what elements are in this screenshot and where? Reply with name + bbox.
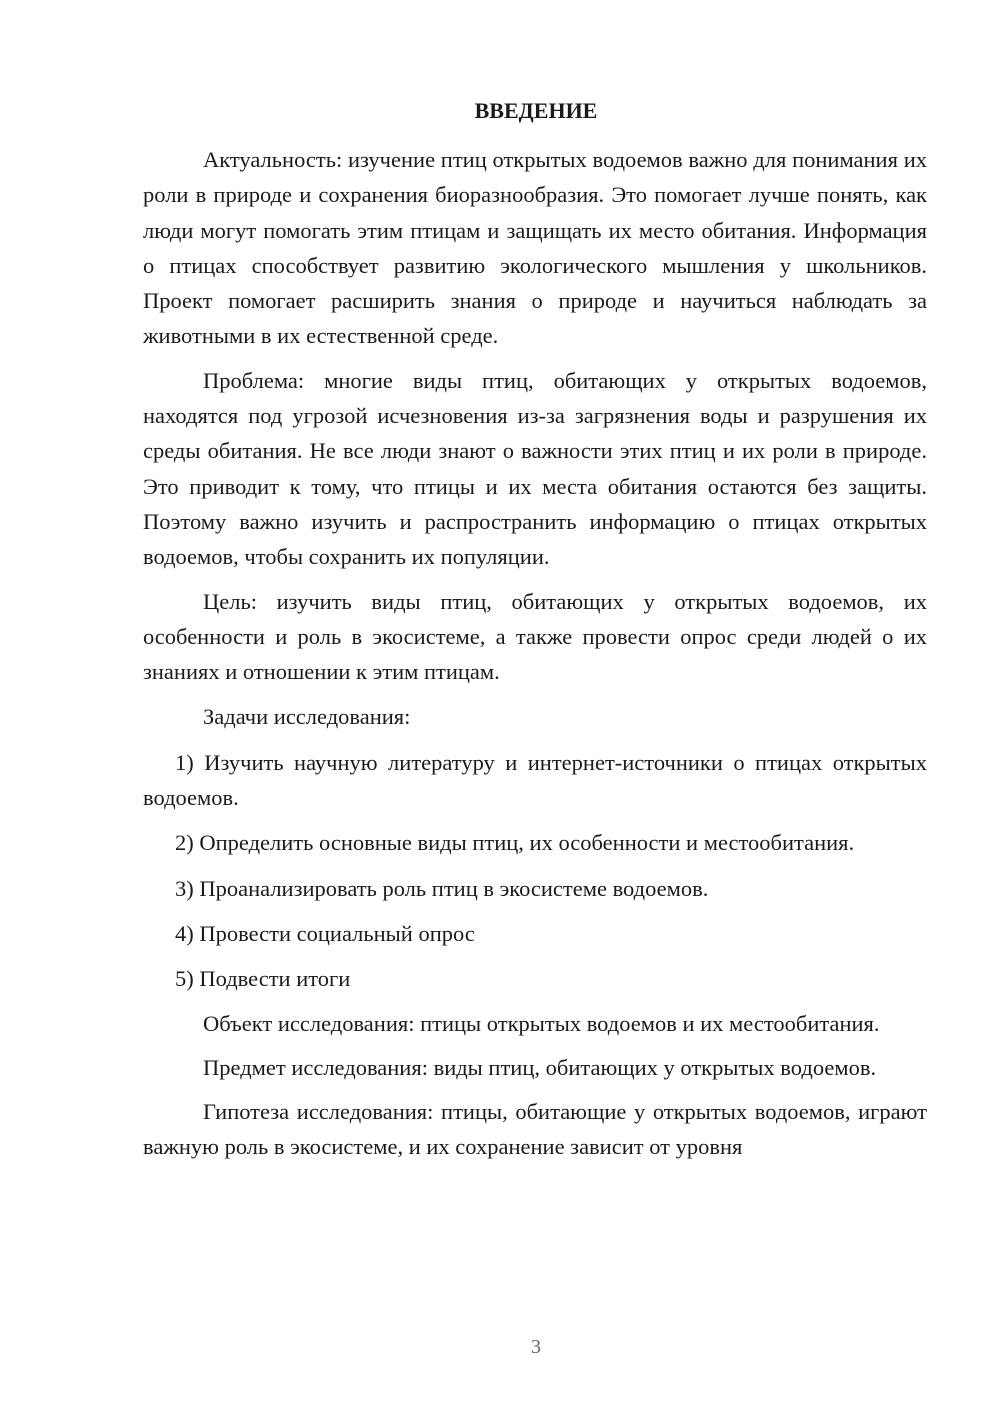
paragraph-subject: Предмет исследования: виды птиц, обитающих у открытых водоемов.	[203, 1054, 877, 1080]
paragraph-problem: Проблема: многие виды птиц, обитающих у открытых водоемов, находятся под угрозой исчезновения из-за загрязнения воды и разрушения их среды обитания. Не все люди знают о важности этих птиц и их роли в природе. Это приводит к тому, что птицы и их места обитания остаются без защиты. Поэтому важно изучить и распространить информацию о птицах открытых водоемов, чтобы сохранить их популяции.	[143, 367, 927, 570]
document-body	[143, 142, 927, 1165]
task-item-5: 5) Подвести итоги	[175, 966, 351, 992]
paragraph-hypothesis: Гипотеза исследования: птицы, обитающие у открытых водоемов, играют важную роль в экосистеме, и их сохранение зависит от уровня	[143, 1099, 927, 1160]
page-title: ВВЕДЕНИЕ	[474, 98, 598, 123]
paragraph-object: Объект исследования: птицы открытых водоемов и их местообитания.	[203, 1010, 880, 1036]
task-item-3: 3) Проанализировать роль птиц в экосистеме водоемов.	[175, 875, 709, 901]
paragraph-relevance: Актуальность: изучение птиц открытых водоемов важно для понимания их роли в природе и сохранения биоразнообразия. Это помогает лучше понять, как люди могут помогать этим птицам и защищать их место обитания. Информация о птицах способствует развитию экологического мышления у школьников. Проект помогает расширить знания о природе и научиться наблюдать за животными в их естественной среде.	[143, 147, 927, 349]
page-number: 3	[531, 1336, 541, 1358]
tasks-heading: Задачи исследования:	[203, 704, 411, 730]
paragraph-goal: Цель: изучить виды птиц, обитающих у открытых водоемов, их особенности и роль в экосистеме, а также провести опрос среди людей о их знаниях и отношении к этим птицам.	[143, 588, 927, 685]
task-item-1: 1) Изучить научную литературу и интернет-источники о птицах открытых водоемов.	[143, 749, 927, 811]
task-item-2: 2) Определить основные виды птиц, их особенности и местообитания.	[175, 830, 855, 856]
task-item-4: 4) Провести социальный опрос	[175, 920, 475, 946]
